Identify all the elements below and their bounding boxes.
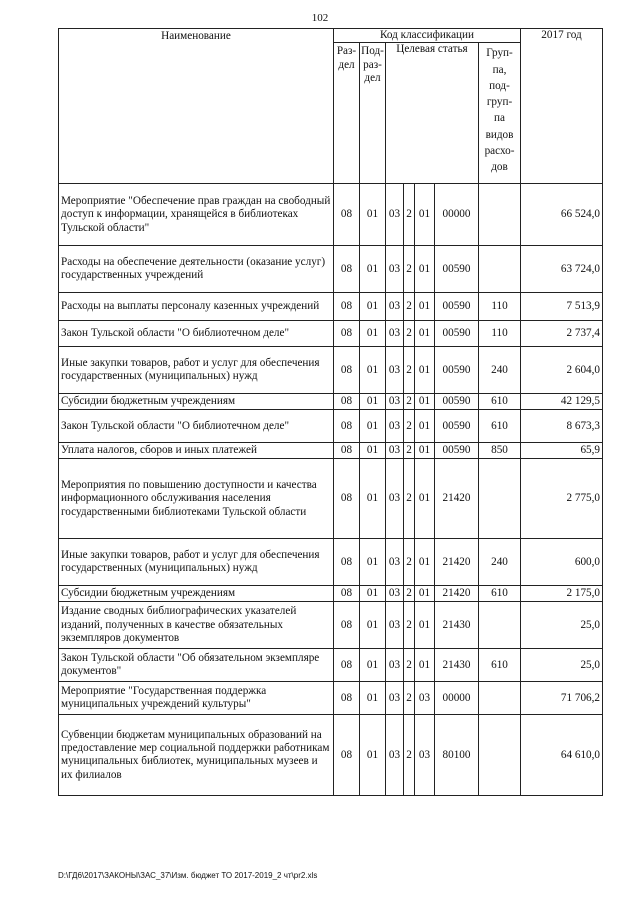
- row-target-direction: 00590: [435, 293, 479, 321]
- row-target-subprogram: 2: [404, 443, 415, 459]
- row-name: Издание сводных библиографических указателей изданий, полученных в качестве обязательных экземпляров документов: [59, 602, 334, 649]
- header-name: Наименование: [59, 29, 334, 184]
- row-target-subprogram: 2: [404, 586, 415, 602]
- row-target-program: 03: [386, 649, 404, 682]
- row-target-direction: 80100: [435, 715, 479, 796]
- row-expense-type: 850: [479, 443, 521, 459]
- row-target-direction: 00000: [435, 184, 479, 246]
- row-target-subprogram: 2: [404, 246, 415, 293]
- row-expense-type: [479, 715, 521, 796]
- table-row: [59, 184, 603, 246]
- row-target-direction: 00590: [435, 347, 479, 394]
- row-razdel: 08: [334, 459, 360, 539]
- table-row: [59, 459, 603, 539]
- table-row: [59, 246, 603, 293]
- row-amount: 64 610,0: [521, 715, 603, 796]
- row-target-subprogram: 2: [404, 394, 415, 410]
- row-razdel: 08: [334, 293, 360, 321]
- row-target-direction: 00590: [435, 394, 479, 410]
- row-target-subprogram: 2: [404, 347, 415, 394]
- row-razdel: 08: [334, 321, 360, 347]
- row-target-direction: 21430: [435, 602, 479, 649]
- row-name: Субвенции бюджетам муниципальных образований на предоставление мер социальной поддержки работникам муниципальных библиотек, муниципальных музеев и их филиалов: [59, 715, 334, 796]
- row-razdel: 08: [334, 539, 360, 586]
- row-expense-type: [479, 682, 521, 715]
- table-row: [59, 586, 603, 602]
- row-podrazdel: 01: [360, 459, 386, 539]
- row-expense-type: 240: [479, 539, 521, 586]
- row-target-main-event: 01: [415, 649, 435, 682]
- header-expense-group-line: па,: [492, 63, 507, 76]
- row-podrazdel: 01: [360, 649, 386, 682]
- row-target-main-event: 01: [415, 539, 435, 586]
- row-podrazdel: 01: [360, 715, 386, 796]
- table-row: [59, 715, 603, 796]
- row-podrazdel: 01: [360, 602, 386, 649]
- table-row: [59, 347, 603, 394]
- row-target-subprogram: 2: [404, 682, 415, 715]
- row-expense-type: 610: [479, 410, 521, 443]
- row-name: Иные закупки товаров, работ и услуг для обеспечения государственных (муниципальных) нужд: [59, 539, 334, 586]
- row-podrazdel: 01: [360, 410, 386, 443]
- row-podrazdel: 01: [360, 184, 386, 246]
- row-target-subprogram: 2: [404, 715, 415, 796]
- row-target-program: 03: [386, 459, 404, 539]
- header-expense-group-line: Груп-: [486, 47, 513, 60]
- row-target-program: 03: [386, 321, 404, 347]
- row-target-main-event: 01: [415, 246, 435, 293]
- row-target-subprogram: 2: [404, 539, 415, 586]
- row-target-main-event: 01: [415, 410, 435, 443]
- row-expense-type: [479, 246, 521, 293]
- row-podrazdel: 01: [360, 394, 386, 410]
- header-podrazdel: Под-раз-дел: [360, 43, 386, 184]
- header-expense-group-line: па: [494, 112, 505, 125]
- row-name: Мероприятия по повышению доступности и качества информационного обслуживания населения государственными библиотеками Тульской области: [59, 459, 334, 539]
- row-name: Расходы на выплаты персоналу казенных учреждений: [59, 293, 334, 321]
- header-expense-group-line: под-: [489, 79, 510, 92]
- footer-file-path: D:\ГД6\2017\ЗАКОНЫ\ЗАС_37\Изм. бюджет ТО 2017-2019_2 чт\pr2.xls: [58, 871, 318, 880]
- row-amount: 2 737,4: [521, 321, 603, 347]
- row-podrazdel: 01: [360, 246, 386, 293]
- row-target-program: 03: [386, 539, 404, 586]
- row-target-main-event: 01: [415, 184, 435, 246]
- header-target-article: Целевая статья: [386, 43, 479, 184]
- row-amount: 66 524,0: [521, 184, 603, 246]
- row-razdel: 08: [334, 715, 360, 796]
- row-target-subprogram: 2: [404, 459, 415, 539]
- row-target-main-event: 01: [415, 459, 435, 539]
- header-code-classification: Код классификации: [334, 29, 521, 43]
- row-target-program: 03: [386, 602, 404, 649]
- row-target-subprogram: 2: [404, 293, 415, 321]
- header-expense-group-line: видов: [485, 128, 514, 141]
- row-target-program: 03: [386, 586, 404, 602]
- row-target-subprogram: 2: [404, 602, 415, 649]
- row-target-main-event: 01: [415, 586, 435, 602]
- row-name: Закон Тульской области "О библиотечном деле": [59, 321, 334, 347]
- row-target-main-event: 01: [415, 394, 435, 410]
- row-expense-type: [479, 602, 521, 649]
- row-target-main-event: 01: [415, 347, 435, 394]
- row-target-program: 03: [386, 410, 404, 443]
- row-amount: 8 673,3: [521, 410, 603, 443]
- row-amount: 71 706,2: [521, 682, 603, 715]
- row-expense-type: [479, 184, 521, 246]
- row-target-direction: 21420: [435, 539, 479, 586]
- row-expense-type: 240: [479, 347, 521, 394]
- table-row: [59, 443, 603, 459]
- row-target-direction: 21420: [435, 459, 479, 539]
- table-row: [59, 321, 603, 347]
- row-target-program: 03: [386, 443, 404, 459]
- row-expense-type: [479, 459, 521, 539]
- page-number: 102: [311, 12, 329, 24]
- row-razdel: 08: [334, 682, 360, 715]
- row-name: Расходы на обеспечение деятельности (оказание услуг) государственных учреждений: [59, 246, 334, 293]
- row-razdel: 08: [334, 394, 360, 410]
- row-expense-type: 110: [479, 321, 521, 347]
- row-target-direction: 21420: [435, 586, 479, 602]
- row-amount: 25,0: [521, 602, 603, 649]
- row-name: Субсидии бюджетным учреждениям: [59, 394, 334, 410]
- row-name: Закон Тульской области "Об обязательном экземпляре документов": [59, 649, 334, 682]
- row-target-direction: 00590: [435, 410, 479, 443]
- row-name: Мероприятие "Государственная поддержка муниципальных учреждений культуры": [59, 682, 334, 715]
- row-name: Закон Тульской области "О библиотечном деле": [59, 410, 334, 443]
- row-razdel: 08: [334, 649, 360, 682]
- row-target-program: 03: [386, 184, 404, 246]
- row-expense-type: 110: [479, 293, 521, 321]
- row-target-main-event: 01: [415, 443, 435, 459]
- row-target-direction: 00000: [435, 682, 479, 715]
- row-amount: 42 129,5: [521, 394, 603, 410]
- header-expense-group-line: дов: [491, 161, 508, 174]
- row-podrazdel: 01: [360, 586, 386, 602]
- header-expense-group-line: расхо-: [484, 144, 515, 157]
- header-expense-group: [479, 43, 521, 184]
- table-row: [59, 394, 603, 410]
- table-row: [59, 682, 603, 715]
- row-target-subprogram: 2: [404, 649, 415, 682]
- row-podrazdel: 01: [360, 539, 386, 586]
- row-target-main-event: 01: [415, 293, 435, 321]
- row-podrazdel: 01: [360, 347, 386, 394]
- budget-table: [58, 28, 603, 796]
- row-amount: 2 175,0: [521, 586, 603, 602]
- row-razdel: 08: [334, 586, 360, 602]
- row-expense-type: 610: [479, 649, 521, 682]
- row-name: Мероприятие "Обеспечение прав граждан на свободный доступ к информации, хранящейся в библиотеках Тульской области": [59, 184, 334, 246]
- row-target-main-event: 03: [415, 682, 435, 715]
- row-amount: 600,0: [521, 539, 603, 586]
- row-target-program: 03: [386, 682, 404, 715]
- row-razdel: 08: [334, 184, 360, 246]
- row-name: Уплата налогов, сборов и иных платежей: [59, 443, 334, 459]
- row-podrazdel: 01: [360, 443, 386, 459]
- row-amount: 65,9: [521, 443, 603, 459]
- header-razdel: Раз-дел: [334, 43, 360, 184]
- row-amount: 7 513,9: [521, 293, 603, 321]
- row-expense-type: 610: [479, 586, 521, 602]
- row-podrazdel: 01: [360, 293, 386, 321]
- table-row: [59, 539, 603, 586]
- table-row: [59, 649, 603, 682]
- row-target-subprogram: 2: [404, 410, 415, 443]
- row-target-main-event: 01: [415, 321, 435, 347]
- header-expense-group-line: груп-: [486, 96, 513, 109]
- row-target-direction: 00590: [435, 246, 479, 293]
- row-razdel: 08: [334, 246, 360, 293]
- row-target-direction: 00590: [435, 443, 479, 459]
- row-target-main-event: 03: [415, 715, 435, 796]
- row-expense-type: 610: [479, 394, 521, 410]
- row-razdel: 08: [334, 410, 360, 443]
- header-expense-group-lines: [481, 45, 518, 175]
- row-podrazdel: 01: [360, 321, 386, 347]
- table-row: [59, 410, 603, 443]
- table-row: [59, 602, 603, 649]
- row-amount: 2 775,0: [521, 459, 603, 539]
- row-target-program: 03: [386, 293, 404, 321]
- table-row: [59, 293, 603, 321]
- row-amount: 2 604,0: [521, 347, 603, 394]
- row-amount: 25,0: [521, 649, 603, 682]
- row-amount: 63 724,0: [521, 246, 603, 293]
- header-year: 2017 год: [521, 29, 603, 184]
- row-podrazdel: 01: [360, 682, 386, 715]
- row-target-program: 03: [386, 246, 404, 293]
- row-razdel: 08: [334, 443, 360, 459]
- row-target-program: 03: [386, 394, 404, 410]
- row-target-main-event: 01: [415, 602, 435, 649]
- row-target-program: 03: [386, 347, 404, 394]
- row-razdel: 08: [334, 347, 360, 394]
- row-target-subprogram: 2: [404, 321, 415, 347]
- row-target-direction: 21430: [435, 649, 479, 682]
- row-name: Субсидии бюджетным учреждениям: [59, 586, 334, 602]
- row-target-program: 03: [386, 715, 404, 796]
- row-razdel: 08: [334, 602, 360, 649]
- row-target-subprogram: 2: [404, 184, 415, 246]
- row-target-direction: 00590: [435, 321, 479, 347]
- row-name: Иные закупки товаров, работ и услуг для обеспечения государственных (муниципальных) нужд: [59, 347, 334, 394]
